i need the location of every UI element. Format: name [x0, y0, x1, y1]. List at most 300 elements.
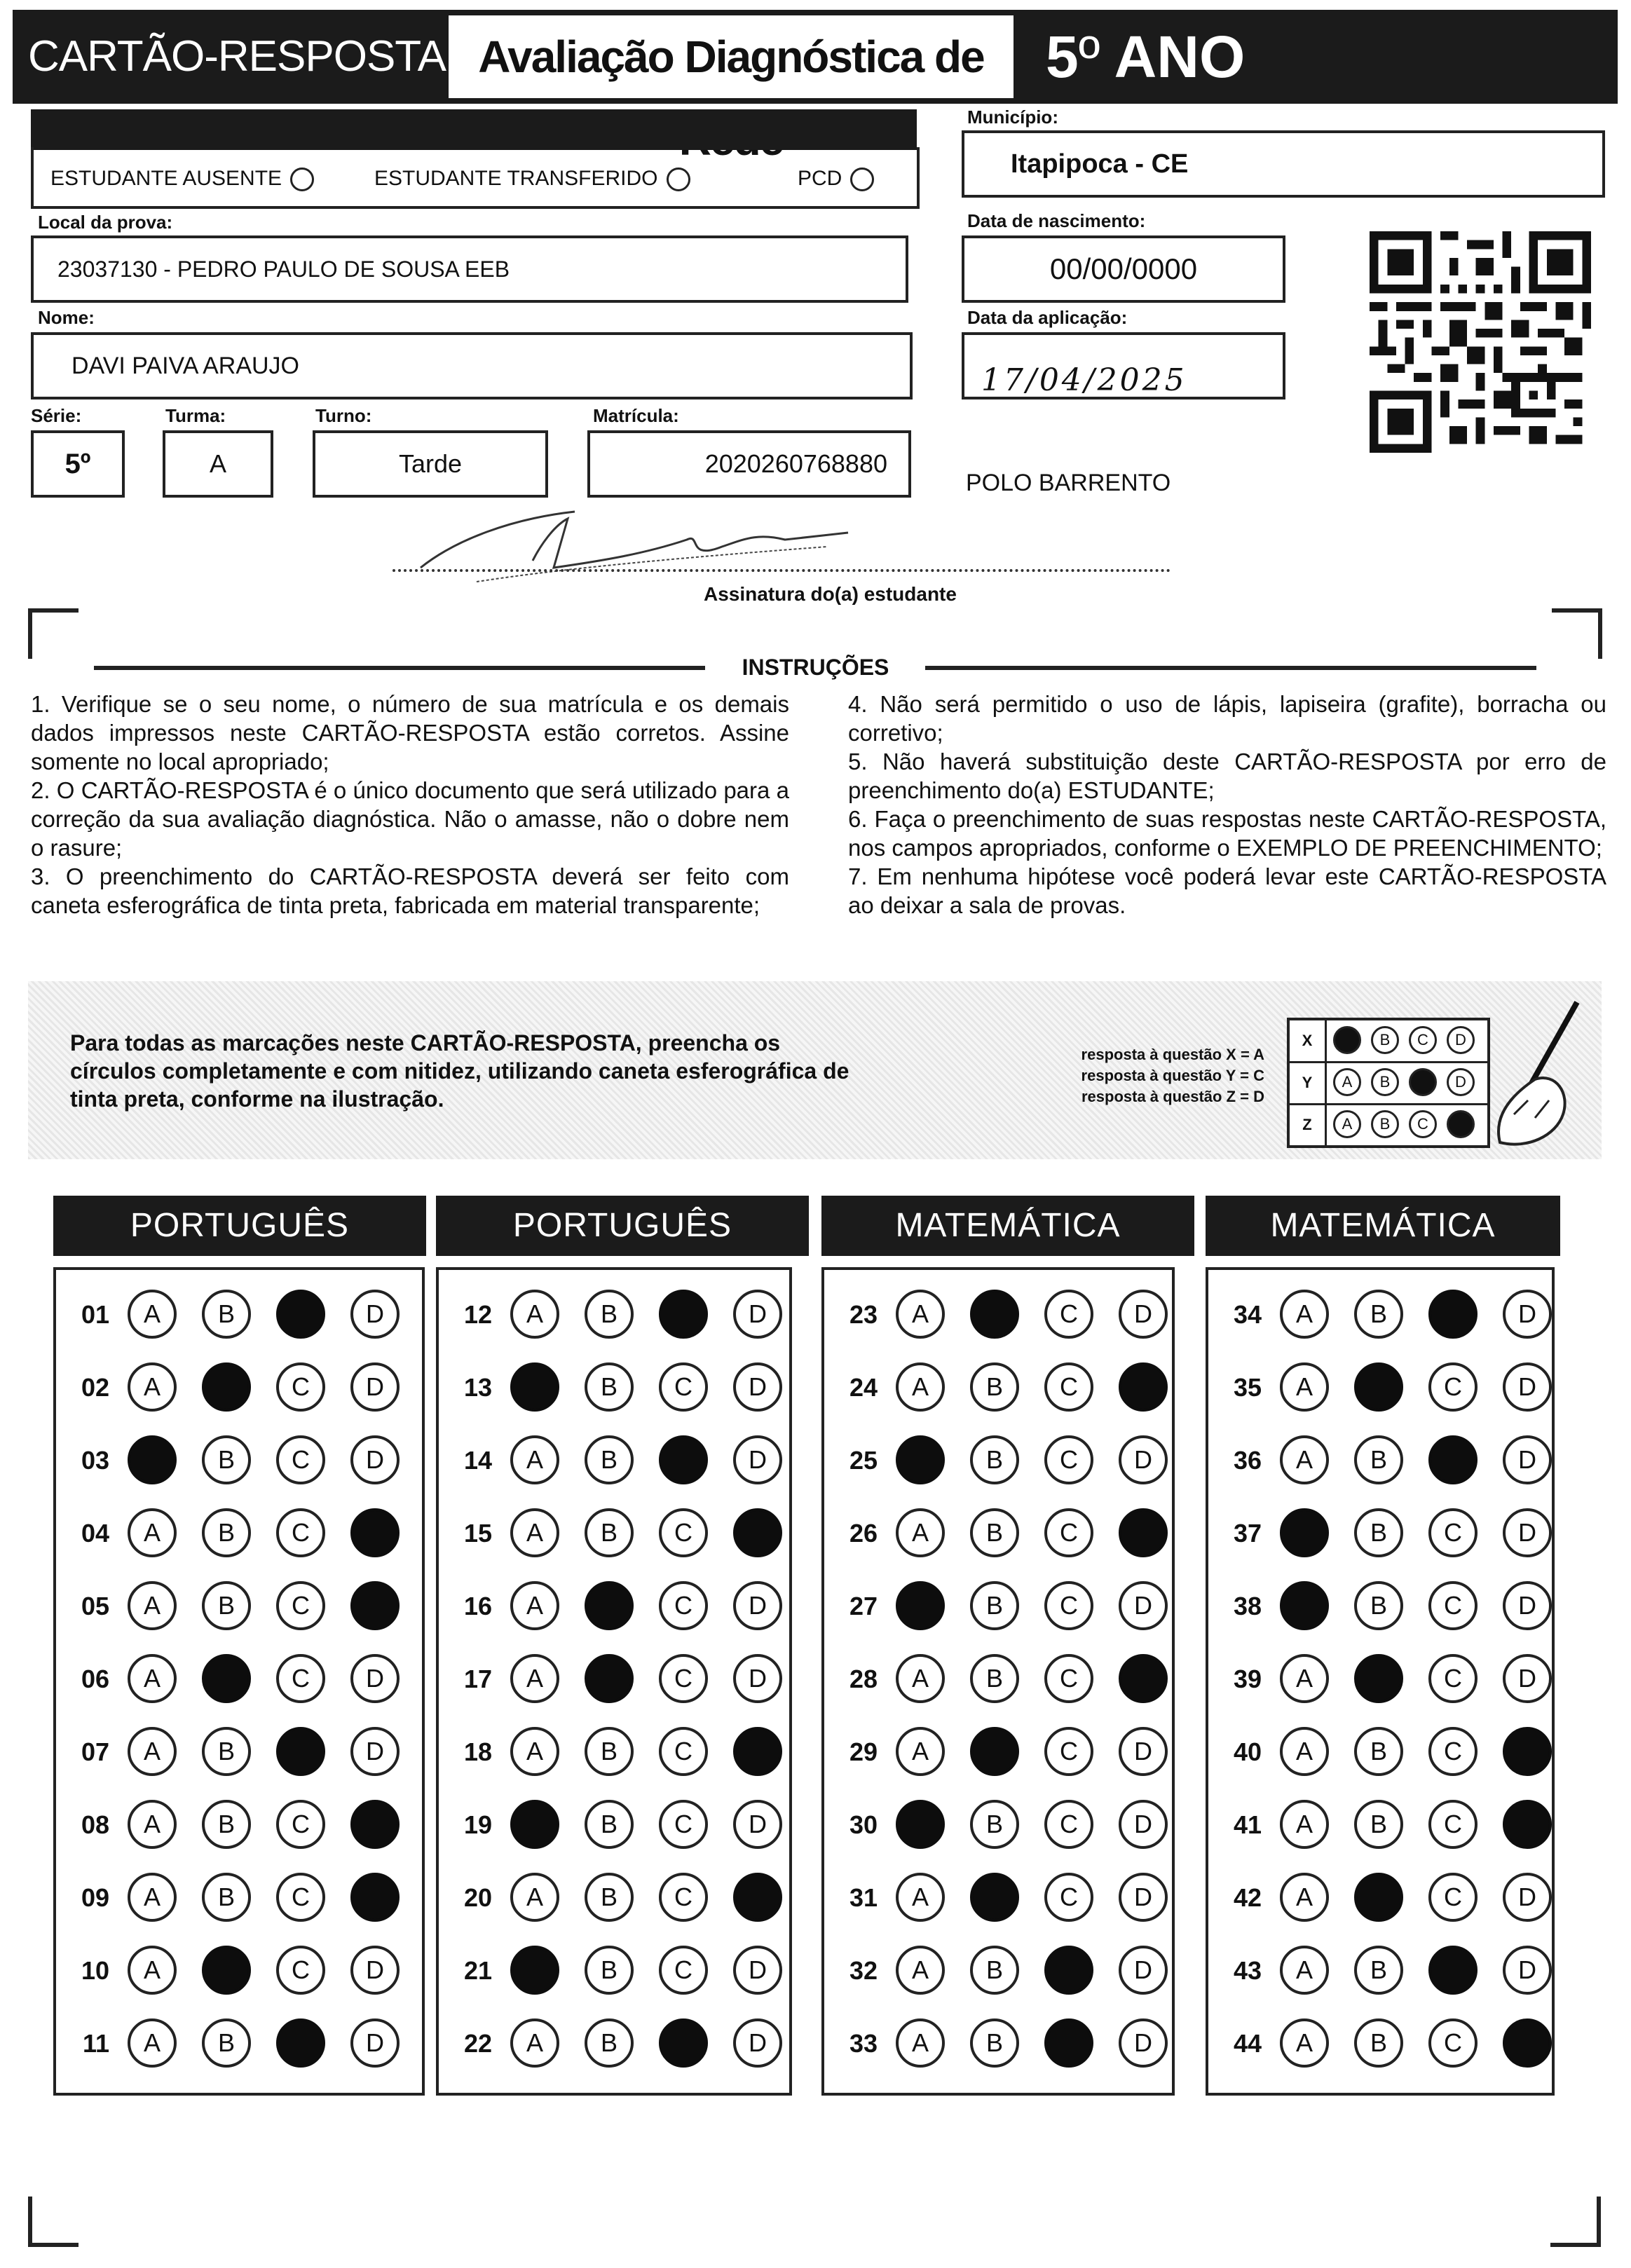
question-number: 23	[849, 1300, 878, 1329]
signature-label: Assinatura do(a) estudante	[704, 583, 957, 605]
answer-bubble-b[interactable]: B	[202, 1290, 251, 1339]
answer-bubble-a[interactable]: A	[128, 1290, 177, 1339]
answer-bubble-b[interactable]: B	[585, 1290, 634, 1339]
question-row	[833, 1866, 1165, 1930]
answer-bubble-d[interactable]: D	[733, 1290, 782, 1339]
answer-bubble-a[interactable]	[510, 1362, 559, 1412]
answer-bubble-a[interactable]	[510, 1946, 559, 1995]
question-number: 32	[849, 1956, 878, 1985]
answer-bubble-a[interactable]	[896, 1800, 945, 1849]
answer-bubble-b[interactable]: B	[1354, 1435, 1403, 1484]
question-number: 12	[463, 1300, 492, 1329]
answer-bubble-d[interactable]: D	[1503, 1873, 1552, 1922]
question-number: 20	[463, 1883, 492, 1912]
answer-bubble-c[interactable]: C	[276, 1362, 325, 1412]
question-row	[1217, 1574, 1545, 1639]
example-legend-x: resposta à questão X = A	[1081, 1046, 1264, 1063]
question-row	[64, 1939, 415, 2003]
question-number: 42	[1233, 1883, 1262, 1912]
answer-bubble-d[interactable]: D	[1119, 1727, 1168, 1776]
answer-bubble-a[interactable]: A	[510, 1654, 559, 1703]
question-row	[64, 1574, 415, 1639]
answer-bubble-c[interactable]: C	[659, 1800, 708, 1849]
answer-bubble-c[interactable]	[1428, 1946, 1478, 1995]
answer-bubble-a[interactable]: A	[896, 1654, 945, 1703]
grade-suffix: ANO	[1100, 24, 1246, 90]
card-title: CARTÃO-RESPOSTA	[28, 32, 446, 81]
answer-bubble-a[interactable]	[896, 1581, 945, 1630]
corner-mark-bottom-left	[28, 2197, 79, 2247]
answer-bubble-d[interactable]	[733, 1727, 782, 1776]
answer-bubble-c[interactable]: C	[276, 1873, 325, 1922]
answer-bubble-a[interactable]: A	[128, 1727, 177, 1776]
answer-bubble-d[interactable]	[350, 1581, 400, 1630]
question-row	[1217, 1647, 1545, 1712]
answer-bubble-a[interactable]: A	[510, 2018, 559, 2068]
question-row	[447, 1283, 782, 1347]
qr-code	[1368, 231, 1592, 453]
section-header: PORTUGUÊS	[53, 1196, 426, 1256]
question-number: 40	[1233, 1737, 1262, 1766]
answer-bubble-c[interactable]	[659, 2018, 708, 2068]
answer-bubble-c[interactable]: C	[1044, 1581, 1093, 1630]
polo-label: POLO BARRENTO	[966, 470, 1171, 496]
answer-bubble-a[interactable]: A	[128, 1800, 177, 1849]
question-row	[64, 1501, 415, 1566]
answer-bubble-c[interactable]: C	[1428, 1581, 1478, 1630]
question-row	[447, 1501, 782, 1566]
answer-bubble-b[interactable]: B	[202, 1508, 251, 1557]
absent-label: ESTUDANTE AUSENTE	[50, 167, 282, 190]
question-row	[447, 1866, 782, 1930]
answer-bubble-c[interactable]: C	[1428, 1800, 1478, 1849]
answer-bubble-a[interactable]: A	[510, 1435, 559, 1484]
answer-bubble-b[interactable]	[970, 1873, 1019, 1922]
answer-bubble-a[interactable]: A	[1280, 1873, 1329, 1922]
answer-bubble-a[interactable]: A	[1280, 1290, 1329, 1339]
example-bubble: B	[1371, 1026, 1399, 1054]
answer-bubble-d[interactable]: D	[733, 1581, 782, 1630]
answer-bubble-d[interactable]: D	[733, 2018, 782, 2068]
answer-bubble-d[interactable]: D	[733, 1362, 782, 1412]
corner-mark-bottom-right	[1550, 2197, 1601, 2247]
answer-bubble-d[interactable]: D	[1119, 1946, 1168, 1995]
question-number: 19	[463, 1810, 492, 1839]
answer-bubble-a[interactable]: A	[896, 2018, 945, 2068]
question-number: 41	[1233, 1810, 1262, 1839]
question-row	[833, 1428, 1165, 1493]
question-number: 21	[463, 1956, 492, 1985]
question-number: 29	[849, 1737, 878, 1766]
answer-bubble-c[interactable]: C	[1044, 1727, 1093, 1776]
aplicacao-label: Data da aplicação:	[967, 307, 1128, 328]
instruction-6: 6. Faça o preenchimento de suas respostas neste CARTÃO-RESPOSTA, nos campos apropriados, conforme o EXEMPLO DE PREENCHIMENTO;	[848, 806, 1606, 861]
answer-bubble-c[interactable]	[1044, 1946, 1093, 1995]
answer-bubble-c[interactable]	[1428, 1435, 1478, 1484]
answer-bubble-d[interactable]	[733, 1508, 782, 1557]
question-row	[833, 1647, 1165, 1712]
answer-bubble-b[interactable]: B	[1354, 1800, 1403, 1849]
answer-bubble-c[interactable]: C	[276, 1654, 325, 1703]
question-number: 31	[849, 1883, 878, 1912]
answer-bubble-a[interactable]: A	[896, 1508, 945, 1557]
section-header: MATEMÁTICA	[1206, 1196, 1560, 1256]
answer-bubble-b[interactable]	[585, 1581, 634, 1630]
answer-bubble-c[interactable]: C	[276, 1581, 325, 1630]
name-field: DAVI PAIVA ARAUJO	[31, 332, 913, 399]
answer-bubble-d[interactable]: D	[350, 1290, 400, 1339]
local-label: Local da prova:	[38, 212, 173, 233]
pcd-label: PCD	[798, 167, 842, 190]
example-row-key: Z	[1290, 1105, 1327, 1145]
pcd-option[interactable]	[798, 167, 874, 191]
answer-bubble-a[interactable]: A	[510, 1581, 559, 1630]
question-number: 30	[849, 1810, 878, 1839]
answer-bubble-b[interactable]	[1354, 1654, 1403, 1703]
nascimento-label: Data de nascimento:	[967, 210, 1146, 231]
answer-bubble-a[interactable]: A	[1280, 1654, 1329, 1703]
instruction-5: 5. Não haverá substituição deste CARTÃO-RESPOSTA por erro de preenchimento do(a) ESTUDANTE;	[848, 749, 1606, 803]
answer-bubble-d[interactable]: D	[733, 1800, 782, 1849]
signature-line	[393, 569, 1171, 572]
question-row	[1217, 1283, 1545, 1347]
answer-bubble-d[interactable]: D	[350, 2018, 400, 2068]
corner-mark-top-left	[28, 608, 79, 659]
answer-bubble-c[interactable]: C	[1428, 1873, 1478, 1922]
answer-bubble-d[interactable]: D	[1503, 1508, 1552, 1557]
evaluation-title: Avaliação Diagnóstica de	[449, 15, 1014, 98]
example-legend-y: resposta à questão Y = C	[1081, 1067, 1264, 1084]
example-grid	[1287, 1018, 1490, 1148]
answer-bubble-a[interactable]: A	[510, 1727, 559, 1776]
answer-bubble-b[interactable]: B	[585, 1362, 634, 1412]
answer-bubble-d[interactable]: D	[1119, 1581, 1168, 1630]
example-bubble: D	[1447, 1068, 1475, 1096]
question-row	[64, 1720, 415, 1784]
answer-bubble-c[interactable]: C	[1428, 2018, 1478, 2068]
answer-bubble-b[interactable]: B	[1354, 1946, 1403, 1995]
answer-bubble-d[interactable]	[1503, 1800, 1552, 1849]
answer-bubble-a[interactable]: A	[510, 1873, 559, 1922]
hand-with-pen-icon	[1486, 995, 1584, 1156]
answer-bubble-c[interactable]: C	[659, 1873, 708, 1922]
answer-bubble-c[interactable]: C	[1044, 1290, 1093, 1339]
answer-bubble-c[interactable]: C	[659, 1581, 708, 1630]
answer-bubble-b[interactable]	[1354, 1362, 1403, 1412]
answer-bubble-d[interactable]: D	[350, 1654, 400, 1703]
answer-bubble-a[interactable]: A	[1280, 1362, 1329, 1412]
answer-bubble-a[interactable]: A	[128, 1946, 177, 1995]
answer-bubble-a[interactable]	[1280, 1508, 1329, 1557]
answer-bubble-d[interactable]: D	[1503, 1362, 1552, 1412]
answer-bubble-a[interactable]: A	[896, 1873, 945, 1922]
question-number: 09	[81, 1883, 109, 1912]
answer-bubble-d[interactable]	[350, 1873, 400, 1922]
answer-bubble-b[interactable]: B	[202, 1873, 251, 1922]
answer-bubble-b[interactable]: B	[1354, 2018, 1403, 2068]
question-row	[1217, 1720, 1545, 1784]
answer-bubble-d[interactable]	[1119, 1654, 1168, 1703]
turma-label: Turma:	[165, 405, 226, 426]
question-row	[833, 1355, 1165, 1420]
answer-bubble-b[interactable]: B	[585, 2018, 634, 2068]
answer-bubble-a[interactable]: A	[128, 1362, 177, 1412]
matricula-field: 2020260768880	[587, 430, 911, 498]
answer-bubble-b[interactable]: B	[970, 1946, 1019, 1995]
answer-bubble-d[interactable]: D	[1119, 1290, 1168, 1339]
question-number: 37	[1233, 1519, 1262, 1548]
answer-bubble-c[interactable]	[1044, 2018, 1093, 2068]
question-number: 28	[849, 1665, 878, 1693]
answer-bubble-b[interactable]: B	[1354, 1508, 1403, 1557]
answer-bubble-b[interactable]: B	[585, 1800, 634, 1849]
instruction-4: 4. Não será permitido o uso de lápis, lapiseira (grafite), borracha ou corretivo;	[848, 691, 1606, 746]
question-row	[833, 1939, 1165, 2003]
answer-bubble-c[interactable]	[276, 2018, 325, 2068]
question-row	[833, 2011, 1165, 2076]
question-number: 24	[849, 1373, 878, 1402]
answer-bubble-d[interactable]	[350, 1508, 400, 1557]
answer-bubble-c[interactable]: C	[1428, 1362, 1478, 1412]
question-number: 15	[463, 1519, 492, 1548]
example-bubble: C	[1409, 1110, 1437, 1138]
question-row	[833, 1283, 1165, 1347]
answer-bubble-b[interactable]: B	[1354, 1727, 1403, 1776]
instruction-7: 7. Em nenhuma hipótese você poderá levar este CARTÃO-RESPOSTA ao deixar a sala de provas.	[848, 863, 1606, 918]
answer-bubble-d[interactable]: D	[1503, 1654, 1552, 1703]
answer-bubble-c[interactable]: C	[1044, 1508, 1093, 1557]
answer-bubble-b[interactable]: B	[202, 1800, 251, 1849]
answer-bubble-b[interactable]: B	[970, 1362, 1019, 1412]
question-row	[64, 1647, 415, 1712]
question-row	[833, 1574, 1165, 1639]
answer-bubble-c[interactable]	[1428, 1290, 1478, 1339]
answer-bubble-b[interactable]: B	[970, 2018, 1019, 2068]
question-number: 07	[81, 1737, 109, 1766]
answer-bubble-c[interactable]: C	[659, 1362, 708, 1412]
answer-bubble-a[interactable]: A	[510, 1508, 559, 1557]
answer-bubble-c[interactable]: C	[276, 1435, 325, 1484]
question-number: 04	[81, 1519, 109, 1548]
answer-bubble-d[interactable]: D	[1503, 1581, 1552, 1630]
answer-bubble-b[interactable]	[970, 1727, 1019, 1776]
grade-title	[1046, 10, 1245, 104]
answer-bubble-c[interactable]	[276, 1727, 325, 1776]
answer-bubble-d[interactable]: D	[1503, 1946, 1552, 1995]
serie-field: 5º	[31, 430, 125, 498]
question-row	[833, 1720, 1165, 1784]
question-row	[447, 1574, 782, 1639]
answer-bubble-d[interactable]: D	[733, 1435, 782, 1484]
answer-bubble-c[interactable]: C	[1044, 1362, 1093, 1412]
example-text: Para todas as marcações neste CARTÃO-RESPOSTA, preencha os círculos completamente e com nitidez, utilizando caneta esferográfica de tinta preta, conforme na ilustração.	[70, 1030, 849, 1112]
example-bubble: A	[1333, 1110, 1361, 1138]
answer-bubble-d[interactable]: D	[350, 1435, 400, 1484]
answer-bubble-a[interactable]: A	[128, 1654, 177, 1703]
answer-bubble-a[interactable]: A	[896, 1290, 945, 1339]
answer-bubble-b[interactable]	[202, 1362, 251, 1412]
answer-bubble-b[interactable]: B	[1354, 1290, 1403, 1339]
answer-bubble-a[interactable]	[510, 1800, 559, 1849]
answer-bubble-b[interactable]: B	[1354, 1581, 1403, 1630]
answer-bubble-d[interactable]	[350, 1800, 400, 1849]
pcd-radio[interactable]	[850, 168, 874, 191]
question-number: 38	[1233, 1592, 1262, 1620]
question-row	[64, 1428, 415, 1493]
answer-bubble-a[interactable]: A	[128, 1873, 177, 1922]
answer-bubble-c[interactable]: C	[1428, 1727, 1478, 1776]
answer-bubble-d[interactable]: D	[733, 1654, 782, 1703]
answer-bubble-b[interactable]	[970, 1290, 1019, 1339]
example-bubble	[1333, 1026, 1361, 1054]
example-bubble: B	[1371, 1068, 1399, 1096]
answer-bubble-c[interactable]	[276, 1290, 325, 1339]
municipio-field: Itapipoca - CE	[962, 130, 1605, 198]
question-row	[1217, 1866, 1545, 1930]
question-row	[1217, 1939, 1545, 2003]
instructions-title: INSTRUÇÕES	[742, 655, 889, 680]
answer-bubble-b[interactable]: B	[970, 1581, 1019, 1630]
example-bubble: C	[1409, 1026, 1437, 1054]
answer-bubble-b[interactable]: B	[970, 1800, 1019, 1849]
aplicacao-field	[962, 332, 1285, 399]
answer-bubble-c[interactable]: C	[659, 1946, 708, 1995]
instructions-right	[848, 690, 1606, 920]
question-number: 14	[463, 1446, 492, 1475]
answer-bubble-a[interactable]	[1280, 1581, 1329, 1630]
question-row	[1217, 1501, 1545, 1566]
transferred-radio[interactable]	[667, 168, 690, 191]
question-number: 05	[81, 1592, 109, 1620]
answer-bubble-b[interactable]	[202, 1946, 251, 1995]
answer-bubble-d[interactable]	[1503, 2018, 1552, 2068]
answer-bubble-a[interactable]: A	[1280, 1435, 1329, 1484]
answer-bubble-d[interactable]	[1119, 1508, 1168, 1557]
turno-label: Turno:	[315, 405, 372, 426]
answer-bubble-b[interactable]: B	[202, 1581, 251, 1630]
answer-bubble-d[interactable]	[733, 1873, 782, 1922]
question-number: 08	[81, 1810, 109, 1839]
turno-field: Tarde	[313, 430, 548, 498]
answer-bubble-b[interactable]: B	[585, 1946, 634, 1995]
example-row-key: X	[1290, 1020, 1327, 1061]
answer-bubble-b[interactable]	[585, 1654, 634, 1703]
answer-bubble-d[interactable]: D	[350, 1946, 400, 1995]
absent-radio[interactable]	[290, 168, 314, 191]
answer-bubble-b[interactable]: B	[585, 1873, 634, 1922]
answer-bubble-b[interactable]	[202, 1654, 251, 1703]
question-row	[1217, 1793, 1545, 1857]
answer-bubble-b[interactable]: B	[202, 1435, 251, 1484]
absent-option[interactable]	[50, 167, 314, 191]
answer-bubble-a[interactable]: A	[128, 2018, 177, 2068]
answer-bubble-c[interactable]: C	[1044, 1654, 1093, 1703]
answer-bubble-d[interactable]: D	[350, 1727, 400, 1776]
section-header: MATEMÁTICA	[821, 1196, 1194, 1256]
answer-bubble-c[interactable]: C	[659, 1508, 708, 1557]
name-label: Nome:	[38, 307, 95, 328]
question-number: 13	[463, 1373, 492, 1402]
answer-bubble-c[interactable]: C	[1044, 1873, 1093, 1922]
answer-bubble-b[interactable]	[1354, 1873, 1403, 1922]
answer-bubble-c[interactable]: C	[1428, 1654, 1478, 1703]
example-row	[1290, 1063, 1487, 1105]
answer-bubble-b[interactable]: B	[202, 1727, 251, 1776]
answer-bubble-c[interactable]	[659, 1290, 708, 1339]
answer-bubble-c[interactable]: C	[1428, 1508, 1478, 1557]
answer-bubble-d[interactable]	[1503, 1727, 1552, 1776]
serie-label: Série:	[31, 405, 82, 426]
question-number: 03	[81, 1446, 109, 1475]
question-row	[447, 2011, 782, 2076]
answer-bubble-c[interactable]	[659, 1435, 708, 1484]
question-number: 01	[81, 1300, 109, 1329]
answer-bubble-b[interactable]: B	[970, 1654, 1019, 1703]
answer-bubble-a[interactable]: A	[896, 1727, 945, 1776]
question-number: 35	[1233, 1373, 1262, 1402]
question-row	[447, 1793, 782, 1857]
answer-bubble-a[interactable]	[128, 1435, 177, 1484]
answer-bubble-b[interactable]: B	[585, 1727, 634, 1776]
answer-bubble-b[interactable]: B	[585, 1435, 634, 1484]
answer-bubble-a[interactable]: A	[1280, 1727, 1329, 1776]
question-number: 02	[81, 1373, 109, 1402]
question-number: 25	[849, 1446, 878, 1475]
answer-bubble-a[interactable]: A	[128, 1581, 177, 1630]
answer-bubble-d[interactable]: D	[1503, 1435, 1552, 1484]
transferred-option[interactable]	[374, 167, 690, 191]
answer-bubble-d[interactable]: D	[1119, 2018, 1168, 2068]
answer-bubble-c[interactable]: C	[1044, 1800, 1093, 1849]
question-row	[1217, 2011, 1545, 2076]
answer-bubble-a[interactable]	[896, 1435, 945, 1484]
answer-bubble-b[interactable]: B	[585, 1508, 634, 1557]
answer-bubble-d[interactable]: D	[733, 1946, 782, 1995]
answer-bubble-b[interactable]: B	[970, 1508, 1019, 1557]
answer-bubble-c[interactable]: C	[276, 1800, 325, 1849]
instructions-left	[31, 690, 789, 920]
question-row	[64, 1283, 415, 1347]
turma-field: A	[163, 430, 273, 498]
answer-bubble-c[interactable]: C	[659, 1727, 708, 1776]
answer-bubble-d[interactable]: D	[350, 1362, 400, 1412]
example-bubble	[1409, 1068, 1437, 1096]
answer-bubble-c[interactable]: C	[659, 1654, 708, 1703]
answer-bubble-c[interactable]: C	[276, 1508, 325, 1557]
answer-bubble-a[interactable]: A	[510, 1290, 559, 1339]
answer-bubble-d[interactable]: D	[1119, 1435, 1168, 1484]
question-number: 22	[463, 2029, 492, 2058]
answer-bubble-a[interactable]: A	[1280, 1800, 1329, 1849]
answer-bubble-c[interactable]: C	[276, 1946, 325, 1995]
answer-bubble-a[interactable]: A	[1280, 1946, 1329, 1995]
answer-bubble-a[interactable]: A	[1280, 2018, 1329, 2068]
section-header: PORTUGUÊS	[436, 1196, 809, 1256]
answer-bubble-b[interactable]: B	[202, 2018, 251, 2068]
municipio-label: Município:	[967, 107, 1058, 128]
question-number: 27	[849, 1592, 878, 1620]
answer-bubble-d[interactable]: D	[1119, 1800, 1168, 1849]
answer-bubble-c[interactable]: C	[1044, 1435, 1093, 1484]
answer-bubble-a[interactable]: A	[896, 1946, 945, 1995]
answer-bubble-b[interactable]: B	[970, 1435, 1019, 1484]
answer-bubble-d[interactable]	[1119, 1362, 1168, 1412]
answer-bubble-a[interactable]: A	[896, 1362, 945, 1412]
answer-bubble-d[interactable]: D	[1119, 1873, 1168, 1922]
answer-bubble-a[interactable]: A	[128, 1508, 177, 1557]
question-row	[447, 1939, 782, 2003]
answer-bubble-d[interactable]: D	[1503, 1290, 1552, 1339]
